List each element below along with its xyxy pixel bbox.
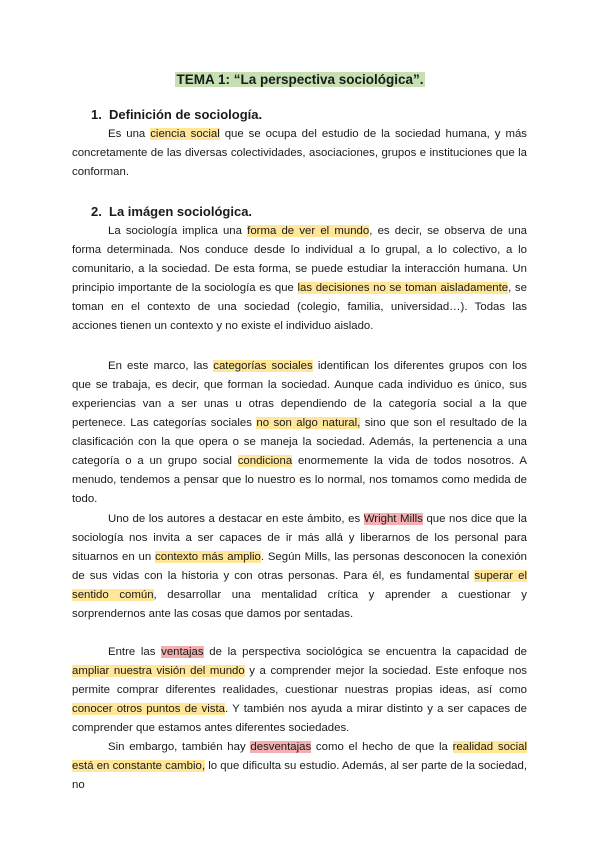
highlight: no son algo natural, xyxy=(256,417,361,429)
highlight: realidad social está en constante cambio, xyxy=(72,741,527,772)
highlight: superar el sentido común xyxy=(72,570,527,601)
section-title: Definición de sociología. xyxy=(109,107,263,122)
section-heading-definicion xyxy=(91,106,262,124)
highlight: Wright Mills xyxy=(363,513,423,525)
highlight: condiciona xyxy=(237,455,293,467)
highlight: las decisiones no se toman aisladamente xyxy=(297,282,509,294)
highlight: ciencia social xyxy=(150,128,220,140)
paragraph-wright-mills: Uno de los autores a destacar en este ámbito, es Wright Mills que nos dice que la sociología nos invita a ser capaces de ir más allá y liberarnos de los personal para situarnos en un contexto más amplio. Según Mills, las personas desconocen la conexión de sus vidas con la historia y con otras personas. Para él, es fundamental superar el sentido común, desarrollar una mentalidad crítica y aprender a cuestionar y sorprendernos ante las cosas que damos por sentadas. xyxy=(72,513,527,620)
section-title: La imágen sociológica. xyxy=(109,204,253,219)
highlight: conocer otros puntos de vista xyxy=(72,703,225,715)
document-title: TEMA 1: “La perspectiva sociológica”. xyxy=(176,72,424,87)
paragraph-imagen: La sociología implica una forma de ver el mundo, es decir, se observa de una forma determinada. Nos conduce desde lo individual a lo grupal, a lo colectivo, a lo comunitario, a la sociedad. De esta forma, se puede estudiar la interacción humana. Un principio importante de la sociología es que las decisiones no se toman aisladamente, se toman en el contexto de una sociedad (colegio, familia, universidad…). Todas las acciones tienen un contexto y no existe el individuo aislado. xyxy=(72,225,528,332)
highlight: ventajas xyxy=(161,646,204,658)
highlight: forma de ver el mundo xyxy=(247,225,370,237)
section-heading-imagen xyxy=(91,203,252,221)
highlight: desventajas xyxy=(250,741,312,753)
paragraph-ventajas: Entre las ventajas de la perspectiva sociológica se encuentra la capacidad de ampliar nuestra visión del mundo y a comprender mejor la sociedad. Este enfoque nos permite comprar diferentes realidades, cuestionar nuestras propias ideas, así como conocer otros puntos de vista. Y también nos ayuda a mirar distinto y a ser capaces de comprender que estamos antes diferentes sociedades. Sin embargo, también hay desventajas como el hecho de que la realidad social está en constante cambio, lo que dificulta su estudio. Además, al ser parte de la sociedad, no xyxy=(72,646,528,791)
highlight: categorías sociales xyxy=(213,360,313,372)
highlight: contexto más amplio xyxy=(155,551,261,563)
section-number: 2. xyxy=(91,204,102,219)
section-number: 1. xyxy=(91,107,102,122)
paragraph-categorias: En este marco, las categorías sociales identifican los diferentes grupos con los que se trabaja, es decir, que forman la sociedad. Aunque cada individuo es único, sus experiencias van a ser unas u otras dependiendo de la categoría social a la que pertenece. Las categorías sociales no son algo natural, sino que son el resultado de la clasificación con la que opera o se maneja la sociedad. Además, la pertenencia a una categoría o a un grupo social condiciona enormemente la vida de todos nosotros. A menudo, tendemos a pensar que lo nuestro es lo normal, nos tomamos como medida de todo. xyxy=(72,360,527,505)
highlight: ampliar nuestra visión del mundo xyxy=(72,665,245,677)
paragraph-definicion: Es una ciencia social que se ocupa del estudio de la sociedad humana, y más concretamente de las diversas colectividades, asociaciones, grupos e instituciones que la conforman. xyxy=(72,128,527,178)
